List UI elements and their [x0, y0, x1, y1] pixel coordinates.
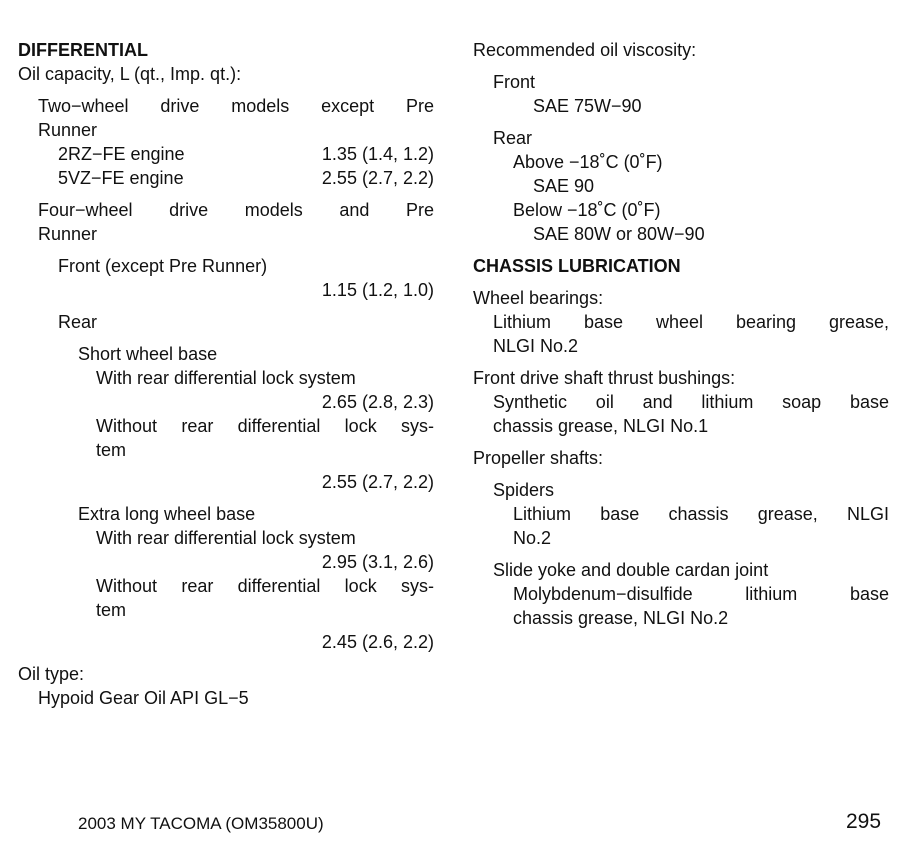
rear-label: Rear [493, 128, 533, 148]
wheel-bearings-line1: Lithium base wheel bearing grease, [493, 312, 889, 332]
four-wd-line2: Runner [38, 224, 98, 244]
thrust-line2: chassis grease, NLGI No.1 [493, 416, 709, 436]
spiders-label: Spiders [493, 480, 555, 500]
above-sae: SAE 90 [533, 176, 595, 196]
extra-with-lock-value: 2.95 (3.1, 2.6) [321, 552, 434, 572]
viscosity-label: Recommended oil viscosity: [473, 40, 697, 60]
page-number: 295 [846, 810, 882, 833]
left-column [18, 38, 434, 710]
front-label: Front (except Pre Runner) [58, 256, 268, 276]
propeller-label: Propeller shafts: [473, 448, 604, 468]
two-wd-line2: Runner [38, 120, 98, 140]
engine1-value: 1.35 (1.4, 1.2) [321, 144, 434, 164]
engine1-label: 2RZ−FE engine [58, 144, 185, 164]
engine2-label: 5VZ−FE engine [58, 168, 184, 188]
thrust-line1: Synthetic oil and lithium soap base [493, 392, 889, 412]
oil-type-label: Oil type: [18, 664, 85, 684]
extra-with-lock: With rear differential lock system [96, 528, 356, 548]
engine1-row [18, 142, 434, 166]
wheel-bearings-label: Wheel bearings: [473, 288, 604, 308]
footer-model: 2003 MY TACOMA (OM35800U) [78, 814, 324, 833]
short-with-lock-value: 2.65 (2.8, 2.3) [321, 392, 434, 412]
oil-capacity-label: Oil capacity, L (qt., Imp. qt.): [18, 64, 242, 84]
slide-label: Slide yoke and double cardan joint [493, 560, 769, 580]
front-label: Front [493, 72, 536, 92]
rear-label: Rear [58, 312, 98, 332]
extra-wb-label: Extra long wheel base [78, 504, 256, 524]
short-without-line2: tem [96, 440, 127, 460]
engine2-value: 2.55 (2.7, 2.2) [321, 168, 434, 188]
short-without-value: 2.55 (2.7, 2.2) [321, 472, 434, 492]
spiders-line2: No.2 [513, 528, 552, 548]
front-sae: SAE 75W−90 [533, 96, 642, 116]
extra-without-value: 2.45 (2.6, 2.2) [321, 632, 434, 652]
wheel-bearings-line2: NLGI No.2 [493, 336, 579, 356]
engine2-row [18, 166, 434, 190]
below-temp: Below −18˚C (0˚F) [513, 200, 661, 220]
short-without-line1: Without rear differential lock sys- [96, 416, 434, 436]
chassis-heading: CHASSIS LUBRICATION [473, 256, 681, 276]
extra-without-line1: Without rear differential lock sys- [96, 576, 434, 596]
thrust-label: Front drive shaft thrust bushings: [473, 368, 736, 388]
spiders-line1: Lithium base chassis grease, NLGI [513, 504, 889, 524]
slide-line1: Molybdenum−disulfide lithium base [513, 584, 889, 604]
two-wd-line1: Two−wheel drive models except Pre [38, 96, 434, 116]
differential-heading: DIFFERENTIAL [18, 40, 148, 60]
front-value: 1.15 (1.2, 1.0) [321, 280, 434, 300]
slide-line2: chassis grease, NLGI No.2 [513, 608, 729, 628]
right-column [473, 38, 889, 630]
above-temp: Above −18˚C (0˚F) [513, 152, 663, 172]
short-with-lock: With rear differential lock system [96, 368, 356, 388]
below-sae: SAE 80W or 80W−90 [533, 224, 705, 244]
short-wb-label: Short wheel base [78, 344, 218, 364]
oil-type-value: Hypoid Gear Oil API GL−5 [38, 688, 249, 708]
four-wd-line1: Four−wheel drive models and Pre [38, 200, 434, 220]
extra-without-line2: tem [96, 600, 127, 620]
